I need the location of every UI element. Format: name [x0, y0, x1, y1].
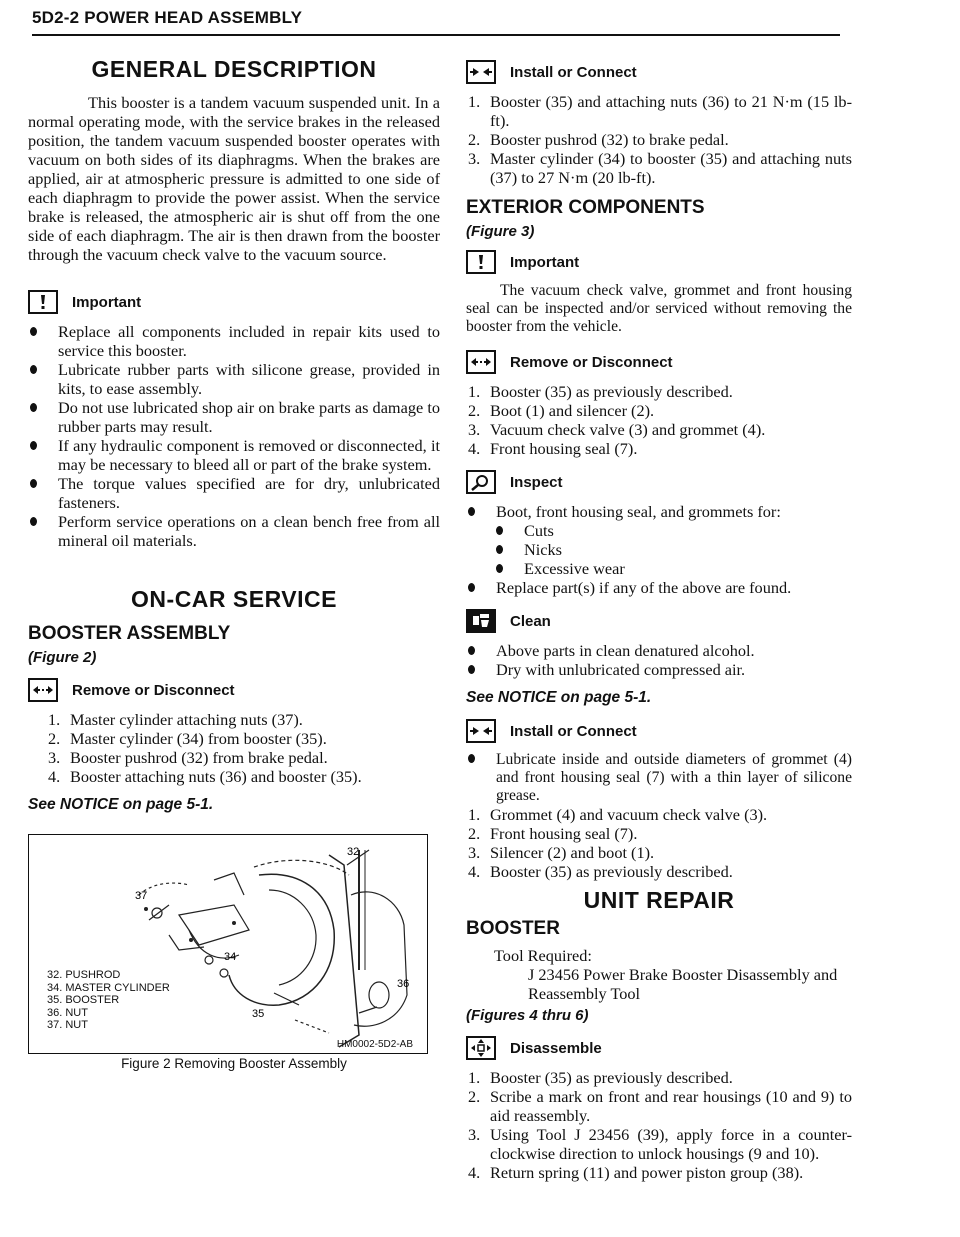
- install-bullet-list: [466, 751, 852, 805]
- figure-3-reference: (Figure 3): [466, 223, 535, 240]
- clean-icon: [466, 609, 496, 633]
- list-item: 3. Using Tool J 23456 (39), apply force in a counter-clockwise direction to unlock housings (9 and 10).: [468, 1125, 852, 1163]
- inspect-sublist: [466, 521, 852, 578]
- important-icon: [28, 290, 58, 314]
- disassemble-list: [466, 1068, 852, 1182]
- list-item: 4. Return spring (11) and power piston group (38).: [468, 1163, 804, 1182]
- figure-2-reference: (Figure 2): [28, 649, 97, 666]
- remove-step: [28, 678, 440, 702]
- bullet-icon: [30, 403, 37, 412]
- list-item: 2. Booster pushrod (32) to brake pedal.: [468, 130, 729, 149]
- install-list: [466, 92, 852, 187]
- list-item: Nicks: [466, 540, 852, 559]
- list-item: 3. Vacuum check valve (3) and grommet (4).: [468, 420, 766, 439]
- callout-32: 32: [347, 846, 360, 858]
- list-item: 2. Front housing seal (7).: [468, 824, 638, 843]
- booster-heading: BOOSTER: [466, 918, 560, 939]
- important-list: [28, 322, 440, 550]
- figure-caption: Figure 2 Removing Booster Assembly: [121, 1056, 347, 1071]
- bullet-icon: [30, 517, 37, 526]
- general-description-text: This booster is a tandem vacuum suspended unit. In a normal operating mode, with the service brakes in the released position, the tandem vacuum suspended booster operates with vacuum on both sides of its diaphragms. When the brakes are applied, air at atmospheric pressure is admitted to one side of each diaphragm to provide the power assist. When the service brake is released, the atmospheric air is shut off from the one side of each diaphragm. The air is then drawn from the booster through the vacuum check valve to the vacuum source.: [28, 93, 440, 264]
- inspect-step: [466, 470, 852, 494]
- important-label: Important: [510, 253, 580, 271]
- remove-icon: [466, 350, 496, 374]
- legend-item: 36. NUT: [47, 1006, 88, 1019]
- list-item: The torque values specified are for dry, unlubricated fasteners.: [28, 474, 440, 512]
- on-car-service-heading: ON-CAR SERVICE: [131, 586, 337, 612]
- legend-item: 35. BOOSTER: [47, 994, 120, 1006]
- list-item: 1. Booster (35) as previously described.: [468, 1068, 733, 1087]
- legend-item: 34. MASTER CYLINDER: [47, 981, 170, 994]
- callout-34: 34: [224, 951, 237, 963]
- bullet-icon: [468, 507, 475, 516]
- install-icon: [466, 60, 496, 84]
- list-item: 1. Master cylinder attaching nuts (37).: [48, 710, 303, 729]
- list-item: Lubricate rubber parts with silicone grease, provided in kits, to ease assembly.: [28, 360, 440, 398]
- important-step: [28, 290, 440, 314]
- tool-name: J 23456 Power Brake Booster Disassembly and Reassembly Tool: [528, 965, 838, 1003]
- bullet-icon: [468, 665, 475, 674]
- remove-list-2: [466, 382, 852, 458]
- remove-list: [28, 710, 440, 786]
- legend-item: 37. NUT: [47, 1019, 88, 1031]
- disassemble-icon: [466, 1036, 496, 1060]
- install-icon: [466, 719, 496, 743]
- list-item: 1. Booster (35) and attaching nuts (36) to 21 N·m (15 lb-ft).: [468, 92, 852, 130]
- inspect-icon: [466, 470, 496, 494]
- list-item: 2. Scribe a mark on front and rear housings (10 and 9) to aid reassembly.: [468, 1087, 852, 1125]
- booster-assembly-heading: BOOSTER ASSEMBLY: [28, 623, 231, 644]
- list-item: Boot, front housing seal, and grommets for:: [466, 502, 852, 521]
- bullet-icon: [468, 754, 475, 763]
- list-item: 1. Grommet (4) and vacuum check valve (3).: [468, 805, 768, 824]
- important-step-2: [466, 250, 852, 274]
- list-item: Replace all components included in repair kits used to service this booster.: [28, 322, 440, 360]
- list-item: 4. Front housing seal (7).: [468, 439, 638, 458]
- figure-2: [28, 834, 428, 1054]
- list-item: Dry with unlubricated compressed air.: [466, 660, 852, 679]
- inspect-replace-list: [466, 578, 852, 597]
- disassemble-step: [466, 1036, 852, 1060]
- bullet-icon: [30, 479, 37, 488]
- left-column: [28, 56, 440, 1071]
- callout-35: 35: [252, 1008, 265, 1020]
- list-item: If any hydraulic component is removed or disconnected, it may be necessary to bleed all or part of the brake system.: [28, 436, 440, 474]
- install-list-2: [466, 805, 852, 881]
- list-item: Replace part(s) if any of the above are found.: [466, 578, 852, 597]
- list-item: 1. Booster (35) as previously described.: [468, 382, 733, 401]
- figures-reference: (Figures 4 thru 6): [466, 1007, 589, 1024]
- important-text: The vacuum check valve, grommet and front housing seal can be inspected and/or serviced without removing the booster from the vehicle.: [466, 282, 852, 335]
- inspect-list: [466, 502, 852, 521]
- bullet-icon: [30, 327, 37, 336]
- see-notice-2: See NOTICE on page 5-1.: [466, 689, 652, 706]
- bullet-icon: [468, 646, 475, 655]
- list-item: 4. Booster attaching nuts (36) and booster (35).: [48, 767, 362, 786]
- important-icon: [466, 250, 496, 274]
- callout-37: 37: [135, 890, 148, 902]
- bullet-icon: [30, 365, 37, 374]
- unit-repair-heading: UNIT REPAIR: [583, 887, 735, 913]
- see-notice: See NOTICE on page 5-1.: [28, 796, 214, 813]
- list-item: Above parts in clean denatured alcohol.: [466, 641, 852, 660]
- page-header-title: 5D2-2 POWER HEAD ASSEMBLY: [32, 8, 303, 27]
- remove-label: Remove or Disconnect: [72, 681, 235, 699]
- remove-icon: [28, 678, 58, 702]
- bullet-icon: [468, 583, 475, 592]
- callout-36: 36: [397, 978, 410, 990]
- install-label: Install or Connect: [510, 63, 637, 81]
- list-item: Excessive wear: [466, 559, 852, 578]
- install-step-2: [466, 719, 852, 743]
- list-item: 2. Boot (1) and silencer (2).: [468, 401, 655, 420]
- list-item: Lubricate inside and outside diameters of grommet (4) and front housing seal (7) with a thin layer of silicone grease.: [466, 751, 852, 805]
- install-step: [466, 60, 852, 84]
- right-column: [466, 56, 852, 1182]
- clean-label: Clean: [510, 612, 551, 630]
- list-item: 3. Master cylinder (34) to booster (35) and attaching nuts (37) to 27 N·m (20 lb-ft).: [468, 149, 852, 187]
- figure-id: HM0002-5D2-AB: [336, 1039, 413, 1050]
- legend-item: 32. PUSHROD: [47, 969, 121, 981]
- inspect-label: Inspect: [510, 473, 563, 491]
- bullet-icon: [496, 545, 503, 554]
- general-description-heading: GENERAL DESCRIPTION: [91, 56, 377, 82]
- list-item: 3. Booster pushrod (32) from brake pedal.: [48, 748, 328, 767]
- exterior-components-heading: EXTERIOR COMPONENTS: [466, 197, 705, 218]
- page-header: [32, 8, 840, 36]
- tool-required-label: Tool Required:: [494, 946, 592, 965]
- figure-legend: [47, 969, 170, 1032]
- bullet-icon: [30, 441, 37, 450]
- remove-step-2: [466, 350, 852, 374]
- clean-step: [466, 609, 852, 633]
- bullet-icon: [496, 526, 503, 535]
- install-label: Install or Connect: [510, 722, 637, 740]
- disassemble-label: Disassemble: [510, 1039, 602, 1057]
- list-item: Perform service operations on a clean bench free from all mineral oil materials.: [28, 512, 440, 550]
- important-label: Important: [72, 293, 142, 311]
- remove-label: Remove or Disconnect: [510, 353, 673, 371]
- bullet-icon: [496, 564, 503, 573]
- list-item: 3. Silencer (2) and boot (1).: [468, 843, 655, 862]
- list-item: 2. Master cylinder (34) from booster (35).: [48, 729, 327, 748]
- list-item: Cuts: [466, 521, 852, 540]
- clean-list: [466, 641, 852, 679]
- list-item: Do not use lubricated shop air on brake parts as damage to rubber parts may result.: [28, 398, 440, 436]
- list-item: 4. Booster (35) as previously described.: [468, 862, 733, 881]
